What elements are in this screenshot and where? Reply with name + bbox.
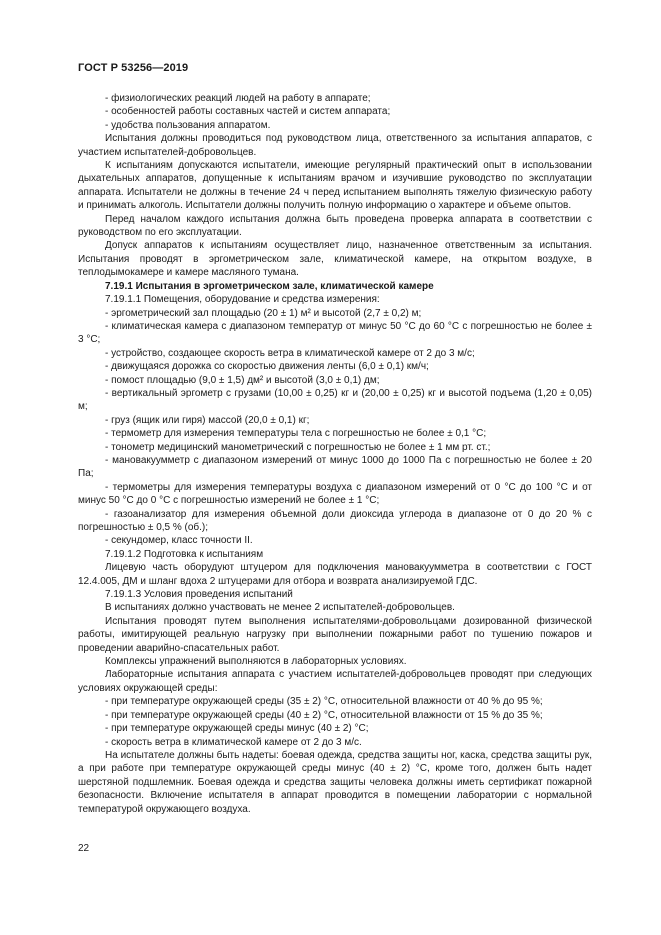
paragraph: Лицевую часть оборудуют штуцером для подключения мановакуумметра в соответствии с ГОСТ 12.4.005, ДМ и шланг вдоха 2 штуцерами для отбора и возврата анализируемой ГДС. xyxy=(78,562,592,587)
list-item: - помост площадью (9,0 ± 1,5) дм² и высотой (3,0 ± 0,1) дм; xyxy=(105,374,380,386)
paragraph: Испытания проводят путем выполнения испытателями-добровольцами дозированной физической работы, имитирующей реальную нагрузку при выполнении пожарными работ по тушению пожаров и проведении аварийно-спасательных работ. xyxy=(78,615,592,654)
list-item: - скорость ветра в климатической камере от 2 до 3 м/с. xyxy=(105,736,362,748)
list-item: - удобства пользования аппаратом. xyxy=(105,119,271,131)
list-item: - при температуре окружающей среды минус (40 ± 2) °С; xyxy=(105,723,369,735)
list-item: - физиологических реакций людей на работу в аппарате; xyxy=(105,93,371,104)
list-item: - термометр для измерения температуры тела с погрешностью не более ± 0,1 °С; xyxy=(105,428,487,440)
section-heading: 7.19.1 Испытания в эргометрическом зале, климатической камере xyxy=(105,280,434,292)
list-item: - груз (ящик или гиря) массой (20,0 ± 0,1) кг; xyxy=(105,414,310,426)
page-number: 22 xyxy=(78,843,90,854)
list-item: - при температуре окружающей среды (40 ± 2) °С, относительной влажности от 15 % до 35 %; xyxy=(105,709,543,721)
paragraph: Допуск аппаратов к испытаниям осуществляет лицо, назначенное ответственным за испытания. Испытания проводят в эргометрическом зале, климатической камере, на открытом воздухе, в теплодымокамере и камере масляного тумана. xyxy=(78,240,592,279)
paragraph: В испытаниях должно участвовать не менее 2 испытателей-добровольцев. xyxy=(105,602,455,614)
list-item: - особенностей работы составных частей и систем аппарата; xyxy=(105,106,391,118)
list-item: - эргометрический зал площадью (20 ± 1) м² и высотой (2,7 ± 0,2) м; xyxy=(105,307,422,319)
paragraph: 7.19.1.2 Подготовка к испытаниям xyxy=(105,548,264,560)
paragraph: Испытания должны проводиться под руководством лица, ответственного за испытания аппаратов, с участием испытателей-добровольцев. xyxy=(78,133,592,158)
paragraph: 7.19.1.1 Помещения, оборудование и средства измерения: xyxy=(105,294,380,306)
paragraph: Перед началом каждого испытания должна быть проведена проверка аппарата в соответствии с руководством по его эксплуатации. xyxy=(78,213,592,239)
paragraph: - вертикальный эргометр с грузами (10,00 ± 0,25) кг и (20,00 ± 0,25) кг и высотой подъема (1,20 ± 0,05) м; xyxy=(78,387,592,413)
paragraph: - мановакуумметр с диапазоном измерений от минус 1000 до 1000 Па с погрешностью не более ± 20 Па; xyxy=(78,454,592,480)
standard-header: ГОСТ Р 53256—2019 xyxy=(78,62,189,74)
list-item: - тонометр медицинский манометрический с погрешностью не более ± 1 мм рт. ст.; xyxy=(105,441,491,453)
list-item: - секундомер, класс точности II. xyxy=(105,535,253,547)
paragraph: - термометры для измерения температуры воздуха с диапазоном измерений от 0 °С до 100 °С и от минус 50 °С до 0 °С с погрешностью измерений не более ± 1 °С; xyxy=(78,481,592,507)
paragraph: Комплексы упражнений выполняются в лабораторных условиях. xyxy=(105,656,407,668)
paragraph: На испытателе должны быть надеты: боевая одежда, средства защиты ног, каска, средства защиты рук, а при работе при температуре окружающей среды минус (40 ± 2) °С, кроме того, должен быть надет шерстяной подшлемник. Боевая одежда и средства защиты человека должны иметь сертификат пожарной безопасности. Включение испытателя в аппарат проводится в помещении лаборатории с нормальной температурой окружающего воздуха. xyxy=(78,749,592,815)
body-text xyxy=(78,92,592,816)
paragraph: К испытаниям допускаются испытатели, имеющие регулярный практический опыт в использовании дыхательных аппаратов, допущенные к испытаниям врачом и изучившие руководство по эксплуатации аппарата. Испытатели не должны в течение 24 ч перед испытанием выполнять тяжелую физическую работу и принимать алкоголь. Испытатели должны получить полную информацию о характере и объеме опытов. xyxy=(78,160,592,212)
paragraph: - климатическая камера с диапазоном температур от минус 50 °С до 60 °С с погрешностью не более ± 3 °С; xyxy=(78,320,592,346)
list-item: - движущаяся дорожка со скоростью движения ленты (6,0 ± 0,1) км/ч; xyxy=(105,361,429,373)
list-item: - устройство, создающее скорость ветра в климатической камере от 2 до 3 м/с; xyxy=(105,347,475,359)
paragraph: - газоанализатор для измерения объемной доли диоксида углерода в диапазоне от 0 до 20 % с погрешностью ± 0,5 % (об.); xyxy=(78,508,592,533)
paragraph: 7.19.1.3 Условия проведения испытаний xyxy=(105,589,293,601)
paragraph: Лабораторные испытания аппарата с участием испытателей-добровольцев проводят при следующих условиях окружающей среды: xyxy=(78,669,592,694)
list-item: - при температуре окружающей среды (35 ± 2) °С, относительной влажности от 40 % до 95 %; xyxy=(105,696,543,708)
